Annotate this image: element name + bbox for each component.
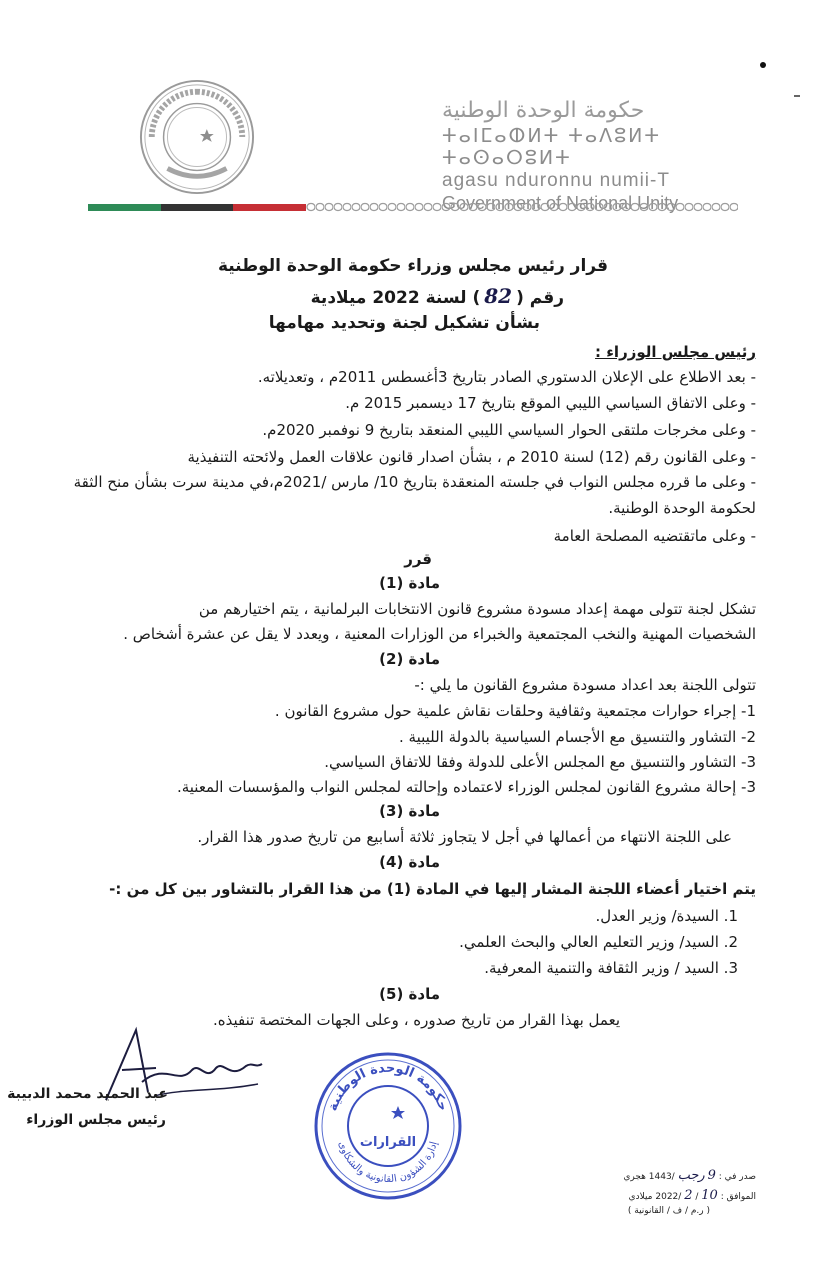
stripe-black <box>161 204 234 211</box>
decided-heading: قرر <box>404 550 432 568</box>
preamble-2: - وعلى الاتفاق السياسي الليبي الموقع بتاريخ 17 ديسمبر 2015 م. <box>345 394 756 412</box>
article-4-item-2: 2. السيد/ وزير التعليم العالي والبحث العلمي. <box>459 933 738 951</box>
footer-issued-line <box>623 1168 756 1183</box>
issuer-heading: رئيس مجلس الوزراء : <box>595 343 756 361</box>
scan-tick <box>794 95 800 97</box>
scan-dot <box>760 62 766 68</box>
article-2-intro: تتولى اللجنة بعد اعداد مسودة مشروع القانون ما يلي :- <box>414 676 756 694</box>
government-name-block <box>442 98 742 214</box>
footer-corresponding-line: الموافق : 10 / 2 /2022 ميلادي <box>628 1188 756 1203</box>
article-3-title: مادة (3) <box>379 802 440 820</box>
corresponding-month: 2 <box>684 1188 693 1203</box>
stripe-green <box>88 204 161 211</box>
article-5-text: يعمل بهذا القرار من تاريخ صدوره ، وعلى الجهات المختصة تنفيذه. <box>212 1011 620 1029</box>
article-2-item-2: 2- التشاور والتنسيق مع الأجسام السياسية بالدولة الليبية . <box>398 728 756 746</box>
footer-reference: ( ر.م / ف / القانونية ) <box>627 1206 710 1216</box>
seal-bottom-text: إدارة الشؤون القانونية والشكاوى <box>336 1140 440 1186</box>
signatory-name: عبد الحميد محمد الدبيبة <box>7 1086 168 1102</box>
decision-number: 82 <box>484 284 513 308</box>
preamble-3: - وعلى مخرجات ملتقى الحوار السياسي الليبي المنعقد بتاريخ 9 نوفمبر 2020م. <box>262 421 756 439</box>
decision-number-line <box>311 284 564 308</box>
article-1-title: مادة (1) <box>379 574 440 592</box>
article-4-title: مادة (4) <box>379 853 440 871</box>
article-2-title: مادة (2) <box>379 650 440 668</box>
number-suffix: ) لسنة 2022 ميلادية <box>310 288 481 308</box>
issued-month: رجب <box>677 1168 705 1183</box>
article-2-item-4: 3- إحالة مشروع القانون لمجلس الوزراء لاعتماده وإحالته لمجلس النواب والمؤسسات المعنية. <box>176 778 756 796</box>
preamble-5-cont: لحكومة الوحدة الوطنية. <box>608 499 756 517</box>
issued-day: 9 <box>707 1168 716 1183</box>
article-3-text: على اللجنة الانتهاء من أعمالها في أجل لا يتجاوز ثلاثة أسابيع من تاريخ صدور هذا القرار. <box>197 828 732 846</box>
article-4-item-3: 3. السيد / وزير الثقافة والتنمية المعرفية. <box>484 959 738 977</box>
gov-name-arabic: حكومة الوحدة الوطنية <box>442 98 645 123</box>
decision-subject: بشأن تشكيل لجنة وتحديد مهامها <box>268 313 540 333</box>
corresponding-label: الموافق : <box>720 1192 756 1202</box>
article-4-intro: يتم اختيار أعضاء اللجنة المشار إليها في المادة (1) من هذا القرار بالتشاور بين كل من :- <box>109 880 756 898</box>
flag-stripe <box>88 204 306 211</box>
issued-year: /1443 هجري <box>623 1172 675 1182</box>
gov-name-tamazight: agasu nduronnu numii-T <box>442 170 670 191</box>
article-5-title: مادة (5) <box>379 985 440 1003</box>
seal-top-text: حكومة الوحدة الوطنية <box>325 1060 451 1114</box>
article-1-line-1: تشكل لجنة تتولى مهمة إعداد مسودة مشروع قانون الانتخابات البرلمانية ، يتم اختيارهم من <box>198 600 756 618</box>
chain-divider <box>306 201 738 213</box>
seal-center-text: القرارات <box>359 1135 417 1150</box>
gnu-emblem-icon <box>138 78 256 196</box>
stripe-red <box>233 204 306 211</box>
issued-label: صدر في : <box>718 1172 756 1182</box>
preamble-1: - بعد الاطلاع على الإعلان الدستوري الصادر بتاريخ 3أغسطس 2011م ، وتعديلاته. <box>257 368 756 386</box>
preamble-5: - وعلى ما قرره مجلس النواب في جلسته المنعقدة بتاريخ 10/ مارس /2021م،في مدينة سرت بشأن منح الثقة <box>73 473 756 491</box>
corresponding-year: /2022 ميلادي <box>628 1192 682 1202</box>
signatory-role: رئيس مجلس الوزراء <box>26 1112 166 1128</box>
preamble-4: - وعلى القانون رقم (12) لسنة 2010 م ، بشأن اصدار قانون علاقات العمل ولائحته التنفيذية <box>187 448 756 466</box>
article-1-line-2: الشخصيات المهنية والنخب المجتمعية والخبراء من الوزارات المعنية ، ويعدد لا يقل عن عشرة أشخاص . <box>123 625 756 643</box>
article-2-item-3: 3- التشاور والتنسيق مع المجلس الأعلى للدولة وفقا للاتفاق السياسي. <box>324 753 756 771</box>
decision-title: قرار رئيس مجلس وزراء حكومة الوحدة الوطنية <box>217 256 608 276</box>
official-seal-icon <box>312 1050 464 1202</box>
number-prefix: رقم ( <box>516 288 564 308</box>
article-4-item-1: 1. السيدة/ وزير العدل. <box>595 907 738 925</box>
corresponding-day: 10 <box>701 1188 718 1203</box>
preamble-6: - وعلى ماتقتضيه المصلحة العامة <box>553 527 756 545</box>
gov-name-tifinagh: ⵜⴰⵏⵎⴰⵀⵍⵜ ⵜⴰⴷⵓⵍⵜ ⵜⴰⵙⴰⵔⵓⵍⵜ <box>442 125 661 169</box>
article-2-item-1: 1- إجراء حوارات مجتمعية وثقافية وحلقات نقاش علمية حول مشروع القانون . <box>274 702 756 720</box>
